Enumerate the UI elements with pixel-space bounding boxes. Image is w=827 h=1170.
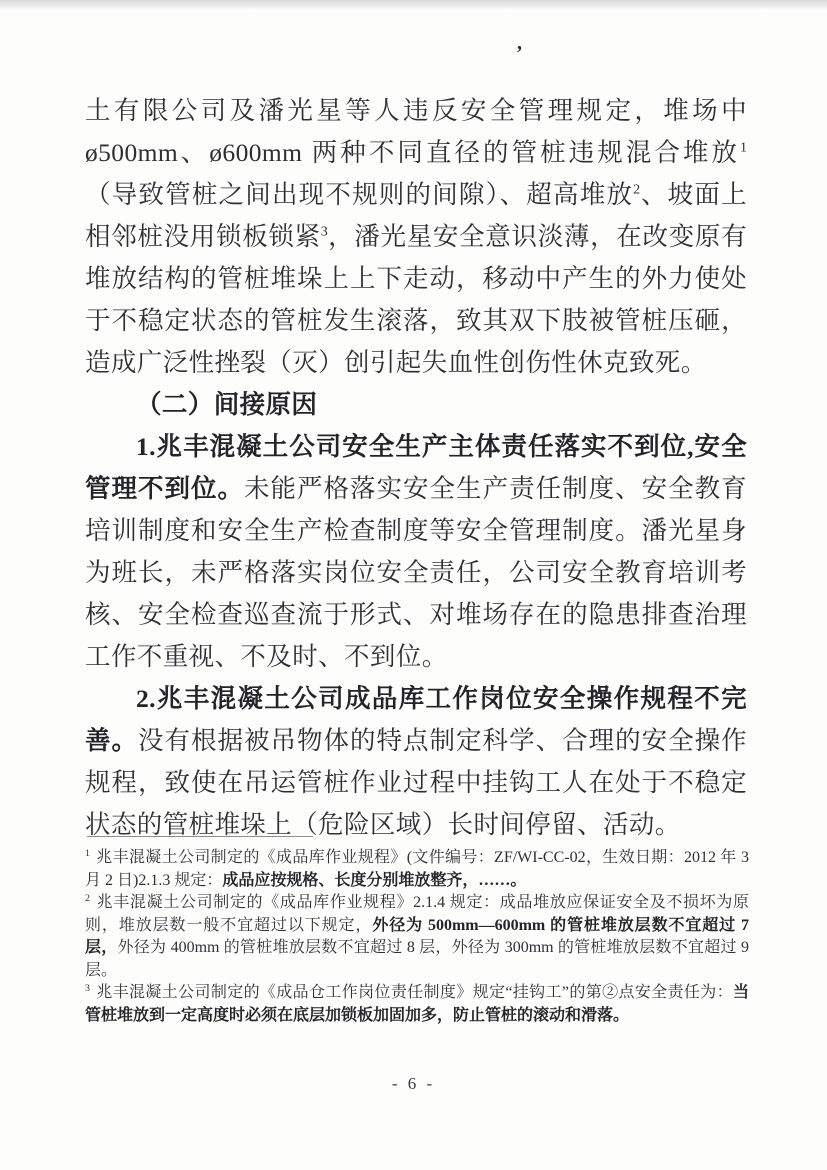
emphasis-run: 外径为 500mm—600mm 的管桩堆放层数不宜超过 7 层， (85, 916, 749, 956)
text-run: 兆丰混凝土公司制定的《成品库作业规程》2.1.4 规定：成品堆放应保证安全及不损坏为原则，堆放层数一般不宜超过以下规定， (85, 894, 749, 934)
text-run: 兆丰混凝土公司制定的《成品库作业规程》(文件编号：ZF/WI-CC-02，生效日期：2012 年 3 月 2 日)2.1.3 规定： (85, 849, 749, 889)
text-run: 未能严格落实安全生产责任制度、安全教育培训制度和安全生产检查制度等安全管理制度。潘光星身为班长，未严格落实岗位安全责任，公司安全教育培训考核、安全检查巡查流于形式、对堆场存在的隐患排查治理工作不重视、不及时、不到位。 (85, 474, 747, 671)
paragraph-indirect-2 (85, 678, 747, 846)
text-run: ，潘光星安全意识淡薄，在改变原有堆放结构的管桩堆垛上上下走动，移动中产生的外力使处于不稳定状态的管桩发生滚落，致其双下肢被管桩压砸，造成广泛性挫裂（灭）创引起失血性创伤性休克致死。 (85, 222, 747, 377)
footnote-separator (87, 836, 313, 837)
text-run: 没有根据被吊物体的特点制定科学、合理的安全操作规程，致使在吊运管桩作业过程中挂钩工人在处于不稳定状态的管桩堆垛上（危险区域）长时间停留、活动。 (85, 726, 747, 839)
text-run: 外径为 400mm 的管桩堆放层数不宜超过 8 层，外径为 300mm 的管桩堆放层数不宜超过 9 层。 (85, 939, 749, 979)
stray-mark: ’ (516, 42, 523, 64)
footnote-marker-2: 2 (85, 892, 90, 904)
emphasis-run: 当管桩堆放到一定高度时必须在底层加锁板加固加多，防止管桩的滚动和滑落。 (85, 984, 749, 1024)
page-number: - 6 - (391, 1074, 436, 1093)
footnote-3 (85, 982, 749, 1027)
footnote-marker-3: 3 (85, 982, 90, 994)
heading-indirect-cause: （二）间接原因 (136, 390, 318, 419)
emphasis-run: 1.兆丰混凝土公司安全生产主体责任落实不到位,安全管理不到位。 (85, 432, 747, 503)
footnote-2 (85, 892, 749, 982)
footnote-marker-1: 1 (85, 847, 90, 859)
paragraph-direct-cause (85, 90, 747, 384)
footnote-ref-2: 2 (633, 182, 641, 198)
footnote-ref-3: 3 (320, 224, 328, 240)
text-run: 、坡面上相邻桩没用锁板锁紧 (85, 180, 747, 251)
document-body (85, 90, 747, 846)
paragraph-indirect-1 (85, 426, 747, 678)
footnotes-section (85, 836, 749, 1027)
emphasis-run: 2.兆丰混凝土公司成品库工作岗位安全操作规程不完善。 (85, 684, 747, 755)
text-run: 土有限公司及潘光星等人违反安全管理规定，堆场中ø500mm、ø600mm 两种不同直径的管桩违规混合堆放 (85, 96, 747, 167)
text-run: （导致管桩之间出现不规则的间隙）、超高堆放 (85, 180, 634, 209)
footnote-1 (85, 847, 749, 892)
footnote-ref-1: 1 (739, 140, 747, 156)
text-run: 兆丰混凝土公司制定的《成品仓工作岗位责任制度》规定“挂钩工”的第②点安全责任为： (95, 984, 733, 1001)
emphasis-run: 成品应按规格、长度分别堆放整齐，……。 (222, 871, 527, 889)
